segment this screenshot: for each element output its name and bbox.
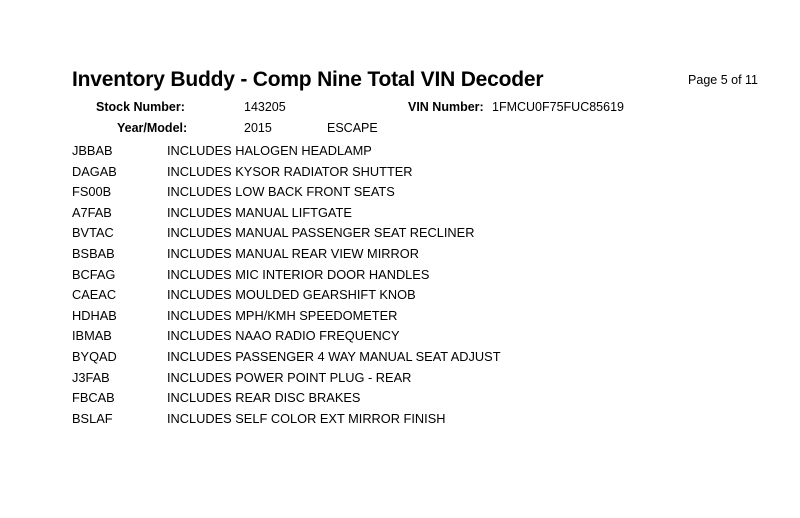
vin-number-label: VIN Number: xyxy=(408,100,484,114)
option-description: INCLUDES MOULDED GEARSHIFT KNOB xyxy=(167,287,416,303)
option-code: DAGAB xyxy=(72,163,117,179)
option-code: FS00B xyxy=(72,184,112,200)
year-model-label: Year/Model: xyxy=(117,121,188,135)
page-title: Inventory Buddy - Comp Nine Total VIN Decoder xyxy=(72,68,544,91)
list-item xyxy=(72,225,772,246)
option-description: INCLUDES MIC INTERIOR DOOR HANDLES xyxy=(167,266,430,282)
option-description: INCLUDES SELF COLOR EXT MIRROR FINISH xyxy=(167,410,446,426)
option-description: INCLUDES MPH/KMH SPEEDOMETER xyxy=(167,307,398,323)
option-code: BVTAC xyxy=(72,225,114,241)
list-item xyxy=(72,328,772,349)
option-description: INCLUDES REAR DISC BRAKES xyxy=(167,390,361,406)
list-item xyxy=(72,267,772,288)
list-item xyxy=(72,349,772,370)
vehicle-meta xyxy=(72,100,732,142)
stock-number-value: 143205 xyxy=(244,100,286,114)
options-list xyxy=(72,143,772,431)
option-description: INCLUDES MANUAL LIFTGATE xyxy=(167,204,352,220)
option-code: A7FAB xyxy=(72,204,112,220)
list-item xyxy=(72,390,772,411)
meta-row-year-model xyxy=(72,121,732,142)
option-description: INCLUDES HALOGEN HEADLAMP xyxy=(167,143,372,158)
list-item xyxy=(72,184,772,205)
option-description: INCLUDES LOW BACK FRONT SEATS xyxy=(167,184,395,200)
list-item xyxy=(72,246,772,267)
option-code: J3FAB xyxy=(72,369,110,385)
list-item xyxy=(72,143,772,164)
option-code: FBCAB xyxy=(72,390,115,406)
option-description: INCLUDES NAAO RADIO FREQUENCY xyxy=(167,328,400,344)
option-description: INCLUDES POWER POINT PLUG - REAR xyxy=(167,369,412,385)
option-code: BYQAD xyxy=(72,348,117,364)
option-code: BSLAF xyxy=(72,410,113,426)
list-item xyxy=(72,164,772,185)
list-item xyxy=(72,205,772,226)
list-item xyxy=(72,287,772,308)
option-code: IBMAB xyxy=(72,328,112,344)
model-value: ESCAPE xyxy=(327,121,378,135)
option-code: JBBAB xyxy=(72,143,113,158)
option-code: BCFAG xyxy=(72,266,116,282)
option-code: CAEAC xyxy=(72,287,117,303)
vin-number-value: 1FMCU0F75FUC85619 xyxy=(492,100,624,114)
page-indicator: Page 5 of 11 xyxy=(688,73,758,87)
option-description: INCLUDES MANUAL REAR VIEW MIRROR xyxy=(167,245,419,261)
list-item xyxy=(72,411,772,432)
option-description: INCLUDES PASSENGER 4 WAY MANUAL SEAT ADJUST xyxy=(167,348,501,364)
option-code: BSBAB xyxy=(72,245,115,261)
option-description: INCLUDES KYSOR RADIATOR SHUTTER xyxy=(167,163,413,179)
year-value: 2015 xyxy=(244,121,272,135)
stock-number-label: Stock Number: xyxy=(96,100,185,114)
option-code: HDHAB xyxy=(72,307,117,323)
list-item xyxy=(72,308,772,329)
list-item xyxy=(72,370,772,391)
meta-row-stock-vin xyxy=(72,100,732,121)
option-description: INCLUDES MANUAL PASSENGER SEAT RECLINER xyxy=(167,225,475,241)
